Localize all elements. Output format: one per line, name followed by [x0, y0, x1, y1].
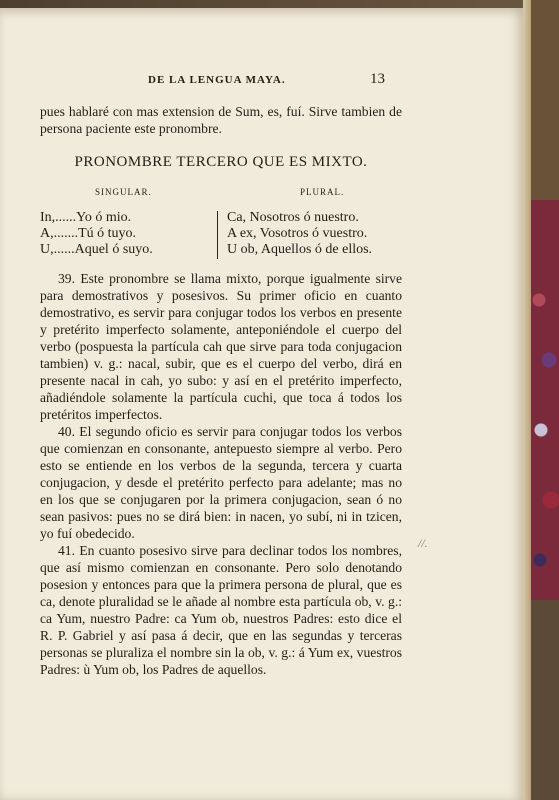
- marbled-endpaper: [531, 0, 559, 800]
- singular-column: [40, 210, 153, 258]
- intro-text: [40, 103, 402, 137]
- singular-row: In,......Yo ó mio.: [40, 210, 132, 225]
- paragraph-39: 39. Este pronombre se llama mixto, porque igualmente sirve para demostrativos y posesivos. Su primer oficio en cuanto demostrativo, es servir para conjugar todos los verbos en presente y pretérito imperfecto solamente, anteponiéndole el cuerpo del verbo (pospuesta la partícula cah que sirve para toda conjugacion tambien) v. g.: nacal, subir, que es el cuerpo del verbo, dirá en presente nacal in cah, yo subo: y así en el pretérito imperfecto, añadiéndole solamente la partícula cuchi, que toca á todos los pretéritos imperfectos.: [40, 271, 402, 422]
- singular-row: A,.......Tú ó tuyo.: [40, 226, 137, 241]
- page-header: [0, 71, 523, 91]
- main-text: [40, 270, 402, 678]
- paragraph-40: 40. El segundo oficio es servir para conjugar todos los verbos que comienzan en consonante, antepuesto siempre al verbo. Pero esto se entiende en los verbos de la segunda, tercera y cuarta conjugacion, y desde el pretérito perfecto para adelante; mas no en los que se conjugaren por la primera conjugacion, sean ó no sean pasivos: pues no se dirá bien: in nacen, yo subí, ni in tzicen, yo fuí obedecido.: [40, 424, 402, 541]
- plural-label: PLURAL.: [300, 187, 345, 197]
- singular-row: U,......Aquel ó suyo.: [40, 242, 153, 257]
- running-head: DE LA LENGUA MAYA.: [148, 74, 286, 86]
- page-top-edge: [0, 0, 559, 8]
- margin-note: //.: [418, 536, 428, 550]
- page-number: 13: [370, 71, 385, 87]
- intro-paragraph: pues hablaré con mas extension de Sum, es, fuí. Sirve tambien de persona paciente este pronombre.: [40, 104, 402, 136]
- book-page: [0, 8, 523, 800]
- plural-row: Ca, Nosotros ó nuestro.: [227, 210, 359, 225]
- plural-row: U ob, Aquellos ó de ellos.: [227, 242, 373, 257]
- book-spine-edge: [523, 0, 531, 800]
- plural-row: A ex, Vosotros ó vuestro.: [227, 226, 368, 241]
- column-divider: [217, 211, 218, 259]
- paragraph-41: 41. En cuanto posesivo sirve para declinar todos los nombres, que así mismo comienzan en consonante. Pero solo denotando posesion y entonces para que la primera persona de plural, que es ca, denote pluralidad se le añade al nombre esta partícula ob, v. g.: ca Yum, nuestro Padre: ca Yum ob, nuestros Padres: esto dice el R. P. Gabriel y así pasa á decir, que en las segundas y terceras personas se pluraliza el nombre sin la ob, v. g.: á Yum ex, vuestros Padres: ù Yum ob, los Padres de aquellos.: [40, 543, 402, 677]
- singular-label: SINGULAR.: [95, 187, 152, 197]
- plural-column: [227, 210, 372, 258]
- section-heading: PRONOMBRE TERCERO QUE ES MIXTO.: [74, 154, 368, 170]
